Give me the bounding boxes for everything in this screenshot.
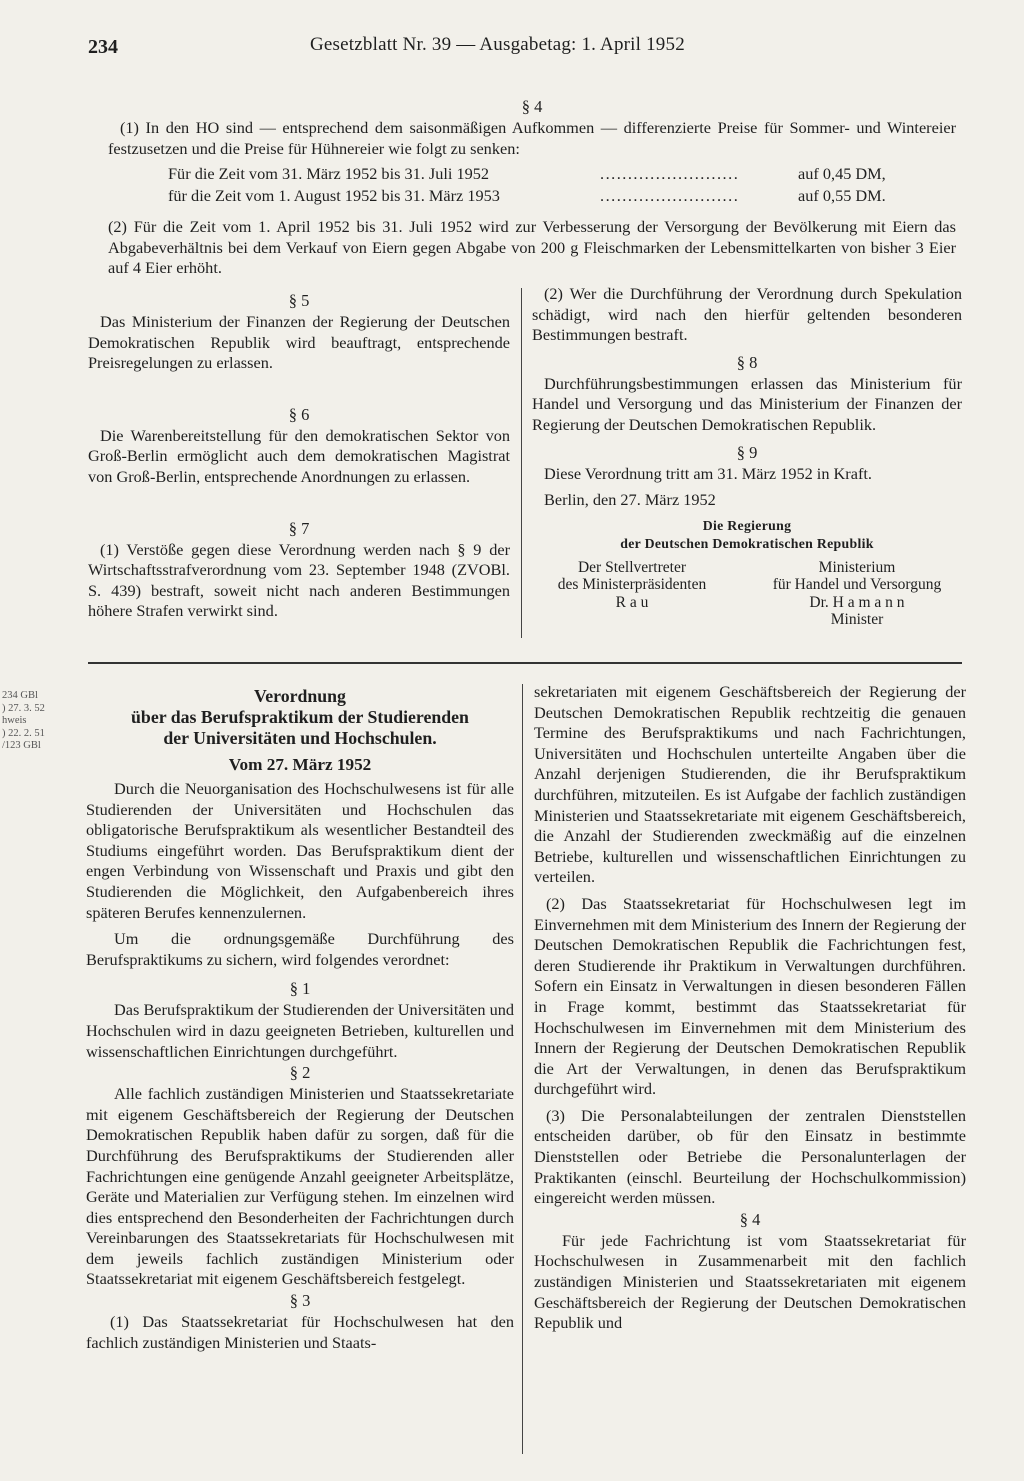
signature-line: Minister — [830, 611, 884, 629]
section-heading: § 4 — [521, 97, 543, 116]
lower-right-column — [534, 682, 966, 1334]
section-7-para-2: (2) Wer die Durchführung der Verordnung durch Spekulation schädigt, wird nach den hierfür geltenden besonderen Bestimmungen bestraft. — [532, 284, 962, 345]
ordinance-title: über das Berufspraktikum der Studierenden — [131, 707, 469, 727]
column-divider — [522, 684, 523, 1454]
signatures — [532, 559, 962, 649]
ordinance-intro: Durch die Neuorganisation des Hochschulwesens ist für alle Studierenden der Universitäten und Hochschulen das obligatorische Berufspraktikum als wesentlicher Bestandteil des Studiums eingeführt worden. Das Berufspraktikum dient der engen Verbindung von Wissenschaft und Praxis und gibt den Studierenden die Möglichkeit, den Aufgabenbereich ihres späteren Berufes kennenzulernen. — [86, 779, 514, 922]
ordinance-date: Vom 27. März 1952 — [228, 755, 372, 774]
section-heading: § 9 — [736, 442, 758, 462]
price-period: Für die Zeit vom 31. März 1952 bis 31. Juli 1952 — [168, 164, 490, 184]
price-row — [108, 163, 956, 185]
section-9-text: Diese Verordnung tritt am 31. März 1952 in Kraft. — [544, 463, 872, 483]
section-divider — [88, 662, 962, 664]
section-heading: § 5 — [288, 291, 310, 310]
price-row — [108, 185, 956, 207]
signature-minister — [740, 559, 974, 629]
place-date: Berlin, den 27. März 1952 — [544, 490, 716, 510]
upper-left-column — [88, 290, 510, 622]
margin-note-line: 234 GBl — [2, 690, 38, 701]
section-1-text: Das Berufspraktikum der Studierenden der Universitäten und Hochschulen wird in dazu geeigneten Betrieben, kulturellen und wissenschaftlichen Einrichtungen durchgeführt. — [86, 1000, 514, 1061]
page-header — [88, 32, 958, 62]
margin-note-line: ) 27. 3. 52 — [2, 702, 45, 714]
signature-line: des Ministerpräsidenten — [557, 576, 707, 594]
margin-note-line: /123 GBl — [2, 740, 41, 751]
ordinance-title: Verordnung — [254, 686, 346, 706]
section-8-text: Durchführungsbestimmungen erlassen das Ministerium für Handel und Versorgung und das Ministerium der Finanzen der Regierung der Deutschen Demokratischen Republik. — [532, 373, 962, 434]
section-heading: § 2 — [289, 1063, 311, 1083]
lower-left-column — [86, 686, 514, 1353]
ordinance-intro: Um die ordnungsgemäße Durchführung des Berufspraktikums zu sichern, wird folgendes verordnet: — [86, 929, 514, 969]
section-3-para-2: (2) Das Staatssekretariat für Hochschulwesen legt im Einvernehmen mit dem Ministerium des Innern der Regierung der Deutschen Demokratischen Republik die Fachrichtungen fest, deren Studierende ihr Praktikum in Verwaltungen durchführen. Sofern ein Einsatz in Verwaltungen in diesen besonderen Fällen in Frage kommt, bestimmt das Staatssekretariat für Hochschulwesen im Einvernehmen mit dem Ministerium des Innern der Regierung der Deutschen Demokratischen Republik die Art der Verwaltungen, in denen das Berufspraktikum durchgeführt wird. — [534, 893, 966, 1099]
section-4-para-2: (2) Für die Zeit vom 1. April 1952 bis 31. Juli 1952 wird zur Verbesserung der Versorgung der Bevölkerung mit Eiern das Abgabeverhältnis bei dem Verkauf von Eiern gegen Abgabe von 200 g Fleischmarken der Lebensmittelkarten von bisher 3 Eier auf 4 Eier erhöht. — [108, 217, 956, 278]
signature-deputy — [532, 559, 732, 612]
signature-line: Der Stellvertreter — [577, 558, 686, 576]
section-heading: § 4 — [739, 1209, 761, 1229]
section-heading: § 8 — [736, 352, 758, 372]
section-4-text: Für jede Fachrichtung ist vom Staatssekretariat für Hochschulwesen in Zusammenarbeit mit den fachlich zuständigen Ministerien und Staatssekretariaten mit eigenem Geschäftsbereich der Regierung der Deutschen Demokratischen Republik und — [534, 1230, 966, 1333]
section-3-continuation: sekretariaten mit eigenem Geschäftsbereich der Regierung der Deutschen Demokratischen Republik rechtzeitig die genauen Termine des Berufspraktikums und nach Fachrichtungen, Universitäten und Hochschulen unterteilte Angaben über die Anzahl derjenigen Studierenden, die ihr Berufspraktikum durchführen, mitzuteilen. Es ist Aufgabe der fachlich zuständigen Ministerien und Staatssekretariate mit eigenem Geschäftsbereich, die Anzahl der Studierenden zweckmäßig auf die einzelnen Betriebe, kulturellen und wissenschaftlichen Einrichtungen zu verteilen. — [534, 682, 966, 887]
signature-name: Dr. H a m a n n — [809, 593, 905, 611]
ordinance-title: der Universitäten und Hochschulen. — [163, 728, 437, 748]
leader-dots: ......................... — [600, 186, 740, 206]
page-number: 234 — [88, 36, 118, 58]
column-divider — [521, 288, 522, 638]
margin-note — [2, 690, 64, 753]
leader-dots: ......................... — [600, 164, 740, 184]
section-heading: § 1 — [289, 979, 311, 999]
section-4-para-1: (1) In den HO sind — entsprechend dem saisonmäßigen Aufkommen — differenzierte Preise für Sommer- und Wintereier festzusetzen und die Preise für Hühnereier wie folgt zu senken: — [108, 118, 956, 158]
price-value: auf 0,45 DM, — [798, 164, 886, 184]
section-3-text: (1) Das Staatssekretariat für Hochschulwesen hat den fachlich zuständigen Ministerien und Staats- — [86, 1312, 514, 1352]
signature-line: für Handel und Versorgung — [772, 576, 942, 594]
section-3-para-3: (3) Die Personalabteilungen der zentralen Dienststellen entscheiden darüber, ob für den Einsatz in bestimmte Dienststellen oder Betriebe die Personalunterlagen der Praktikanten (einschl. Beurteilung der Hochschulkommission) eingereicht werden müssen. — [534, 1105, 966, 1208]
margin-note-line: hweis — [2, 715, 27, 726]
section-heading: § 7 — [288, 518, 310, 538]
upper-right-column — [532, 284, 962, 649]
gazette-title: Gesetzblatt Nr. 39 — Ausgabetag: 1. April 1952 — [310, 34, 685, 55]
section-2-text: Alle fachlich zuständigen Ministerien und Staatssekretariate mit eigenem Geschäftsbereich der Regierung der Deutschen Demokratischen Republik haben dafür zu sorgen, daß für die Durchführung des Berufspraktikums der Studierenden aller Fachrichtungen eine genügende Anzahl geeigneter Arbeitsplätze, Geräte und Materialien zur Verfügung stehen. Im einzelnen wird dies entsprechend den Besonderheiten der Fachrichtungen durch Vereinbarungen des Staatssekretariats für Hochschulwesen mit dem jeweils fachlich zuständigen Ministerium oder Staatssekretariat mit eigenem Geschäftsbereich festgelegt. — [86, 1084, 514, 1289]
price-period: für die Zeit vom 1. August 1952 bis 31. März 1953 — [168, 186, 500, 206]
price-value: auf 0,55 DM. — [798, 186, 886, 206]
government-block — [532, 517, 962, 553]
signature-line: Ministerium — [818, 558, 896, 576]
government-line: Die Regierung — [702, 517, 792, 533]
section-7-text: (1) Verstöße gegen diese Verordnung werden nach § 9 der Wirtschaftsstrafverordnung vom 23. September 1948 (ZVOBl. S. 439) bestraft, soweit nicht nach anderen Bestimmungen höhere Strafen verwirkt sind. — [88, 539, 510, 621]
signature-name: R a u — [615, 593, 649, 611]
section-heading: § 6 — [288, 404, 310, 424]
section-heading: § 3 — [289, 1291, 311, 1311]
section-6-text: Die Warenbereitstellung für den demokratischen Sektor von Groß-Berlin ermöglicht auch dem demokratischen Magistrat von Groß-Berlin, entsprechende Anordnungen zu erlassen. — [88, 425, 510, 486]
section-5-text: Das Ministerium der Finanzen der Regierung der Deutschen Demokratischen Republik wird beauftragt, entsprechende Preisregelungen zu erlassen. — [88, 312, 510, 373]
section-4 — [108, 96, 956, 279]
margin-note-line: ) 22. 2. 51 — [2, 727, 45, 739]
government-line: der Deutschen Demokratischen Republik — [620, 535, 874, 551]
